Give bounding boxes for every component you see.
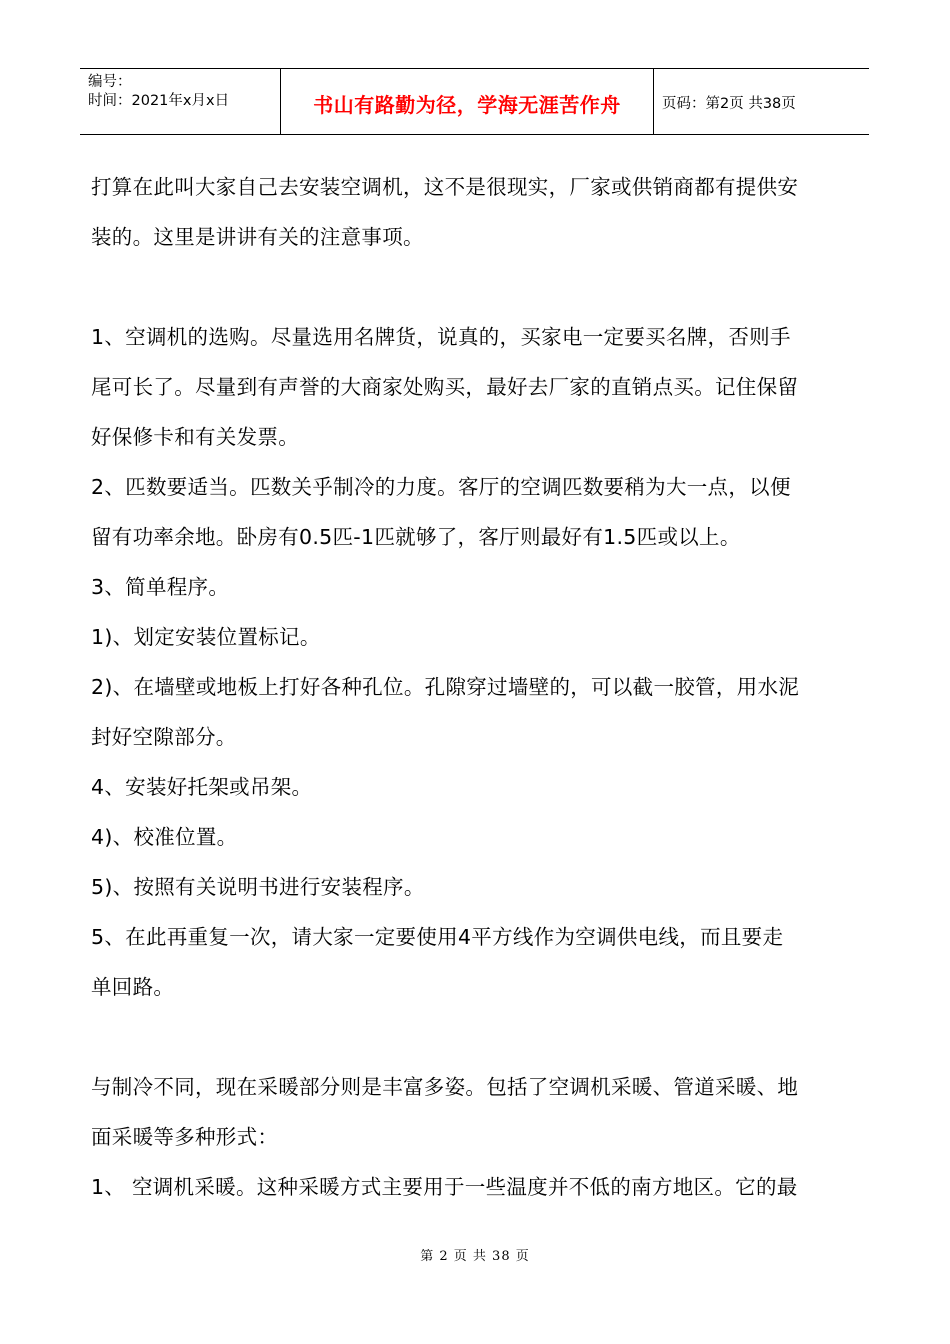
paragraph-line: 3、简单程序。 [91,575,230,599]
page-footer [0,1245,950,1264]
paragraph-line: 封好空隙部分。 [91,725,237,749]
header-page-info [654,69,869,134]
paragraph-line: 5、在此再重复一次，请大家一定要使用4平方线作为空调供电线，而且要走 [91,925,784,949]
header-meta [80,69,281,134]
document-header [80,68,869,135]
paragraph-line: 4)、校准位置。 [91,825,238,849]
motto-text: 书山有路勤为径，学海无涯苦作舟 [313,93,621,117]
header-motto-cell [281,69,654,134]
paragraph-line: 2、匹数要适当。匹数关乎制冷的力度。客厅的空调匹数要稍为大一点，以便 [91,475,791,499]
page-info-text: 页码：第2页 共38页 [662,96,796,112]
document-body [91,162,861,1212]
paragraph-line: 2)、在墙壁或地板上打好各种孔位。孔隙穿过墙壁的，可以截一胶管，用水泥 [91,675,800,699]
paragraph-line: 与制冷不同，现在采暖部分则是丰富多姿。包括了空调机采暖、管道采暖、地 [91,1075,799,1099]
paragraph-line: 1、空调机的选购。尽量选用名牌货，说真的，买家电一定要买名牌，否则手 [91,325,791,349]
paragraph-line: 单回路。 [91,975,175,999]
paragraph-line: 好保修卡和有关发票。 [91,425,299,449]
paragraph-line: 尾可长了。尽量到有声誉的大商家处购买，最好去厂家的直销点买。记住保留 [91,375,799,399]
paragraph-line: 1、 空调机采暖。这种采暖方式主要用于一些温度并不低的南方地区。它的最 [91,1175,798,1199]
time-label: 时间：2021年x月x日 [88,93,230,109]
paragraph-line: 5)、按照有关说明书进行安装程序。 [91,875,425,899]
paragraph-line: 4、安装好托架或吊架。 [91,775,313,799]
paragraph-line: 打算在此叫大家自己去安装空调机，这不是很现实，厂家或供销商都有提供安 [91,175,799,199]
paragraph-line: 1)、划定安装位置标记。 [91,625,321,649]
blank-line [91,1012,861,1062]
paragraph-line: 装的。这里是讲讲有关的注意事项。 [91,225,424,249]
paragraph-line: 面采暖等多种形式： [91,1125,279,1149]
code-label: 编号： [88,74,132,90]
footer-page-number: 第 2 页 共 38 页 [420,1249,530,1264]
blank-line [91,262,861,312]
paragraph-line: 留有功率余地。卧房有0.5匹-1匹就够了，客厅则最好有1.5匹或以上。 [91,525,741,549]
